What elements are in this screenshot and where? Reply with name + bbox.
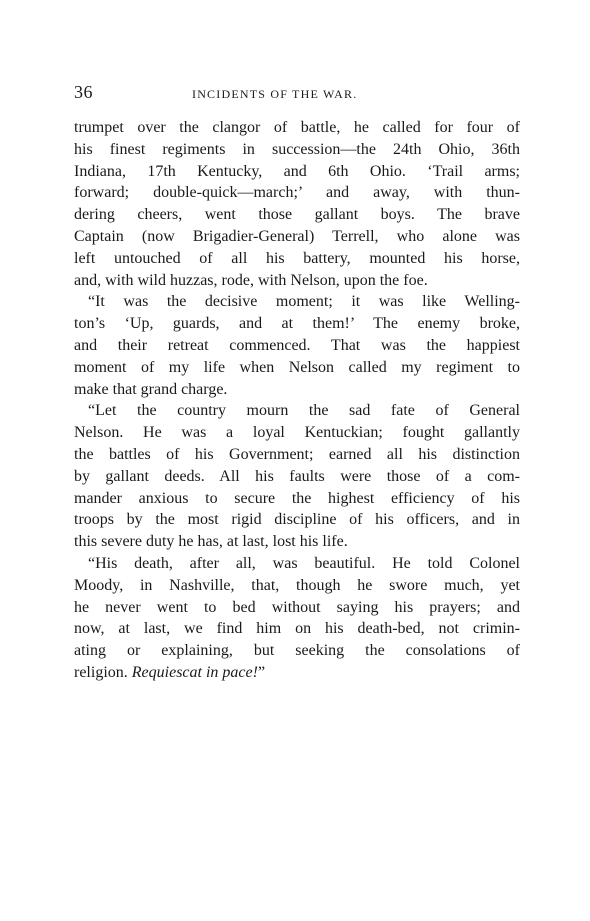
text-line: trumpet over the clangor of battle, he called for four of [74,119,520,136]
text-line: he never went to bed without saying his prayers; and [74,598,520,616]
text-line: ating or explaining, but seeking the consolations of [74,642,520,660]
text-line: dering cheers, went those gallant boys. The brave [74,206,520,224]
text-line: forward; double-quick—march;’ and away, with thun- [74,184,520,202]
text-line: and their retreat commenced. That was the happiest [74,336,520,354]
running-head: INCIDENTS OF THE WAR. [192,87,358,101]
final-line-text: religion. [74,663,132,681]
text-line: this severe duty he has, at last, lost his life. [74,533,348,551]
latin-closing-phrase: Requiescat in pace! [131,663,258,681]
text-line: mander anxious to secure the highest efficiency of his [74,489,520,507]
text-line: his finest regiments in succession—the 24th Ohio, 36th [74,140,520,158]
text-line: ton’s ‘Up, guards, and at them!’ The enemy broke, [74,315,520,333]
paragraph-start-line: “Let the country mourn the sad fate of General [88,402,520,420]
text-line: troops by the most rigid discipline of his officers, and in [74,511,520,529]
text-line: by gallant deeds. All his faults were those of a com- [74,467,520,485]
paragraph-start-line: “His death, after all, was beautiful. He told Colonel [88,554,520,572]
page-number: 36 [74,82,93,102]
closing-quote-mark: ” [257,663,266,681]
text-line: left untouched of all his battery, mounted his horse, [74,249,520,267]
page-header [74,80,520,104]
text-line: now, at last, we find him on his death-bed, not crimin- [74,620,520,638]
text-line: the battles of his Government; earned all his distinction [74,445,520,463]
text-line: Moody, in Nashville, that, though he swore much, yet [74,576,520,594]
text-line: Indiana, 17th Kentucky, and 6th Ohio. ‘Trail arms; [74,162,520,180]
text-line: make that grand charge. [74,380,228,398]
text-line: Captain (now Brigadier-General) Terrell, who alone was [74,227,520,245]
paragraph-start-line: “It was the decisive moment; it was like Welling- [88,293,520,311]
body-text [74,117,520,684]
text-line: moment of my life when Nelson called my regiment to [74,358,520,376]
final-line [74,662,520,684]
text-line: Nelson. He was a loyal Kentuckian; fought gallantly [74,424,520,442]
text-line: and, with wild huzzas, rode, with Nelson, upon the foe. [74,271,428,289]
